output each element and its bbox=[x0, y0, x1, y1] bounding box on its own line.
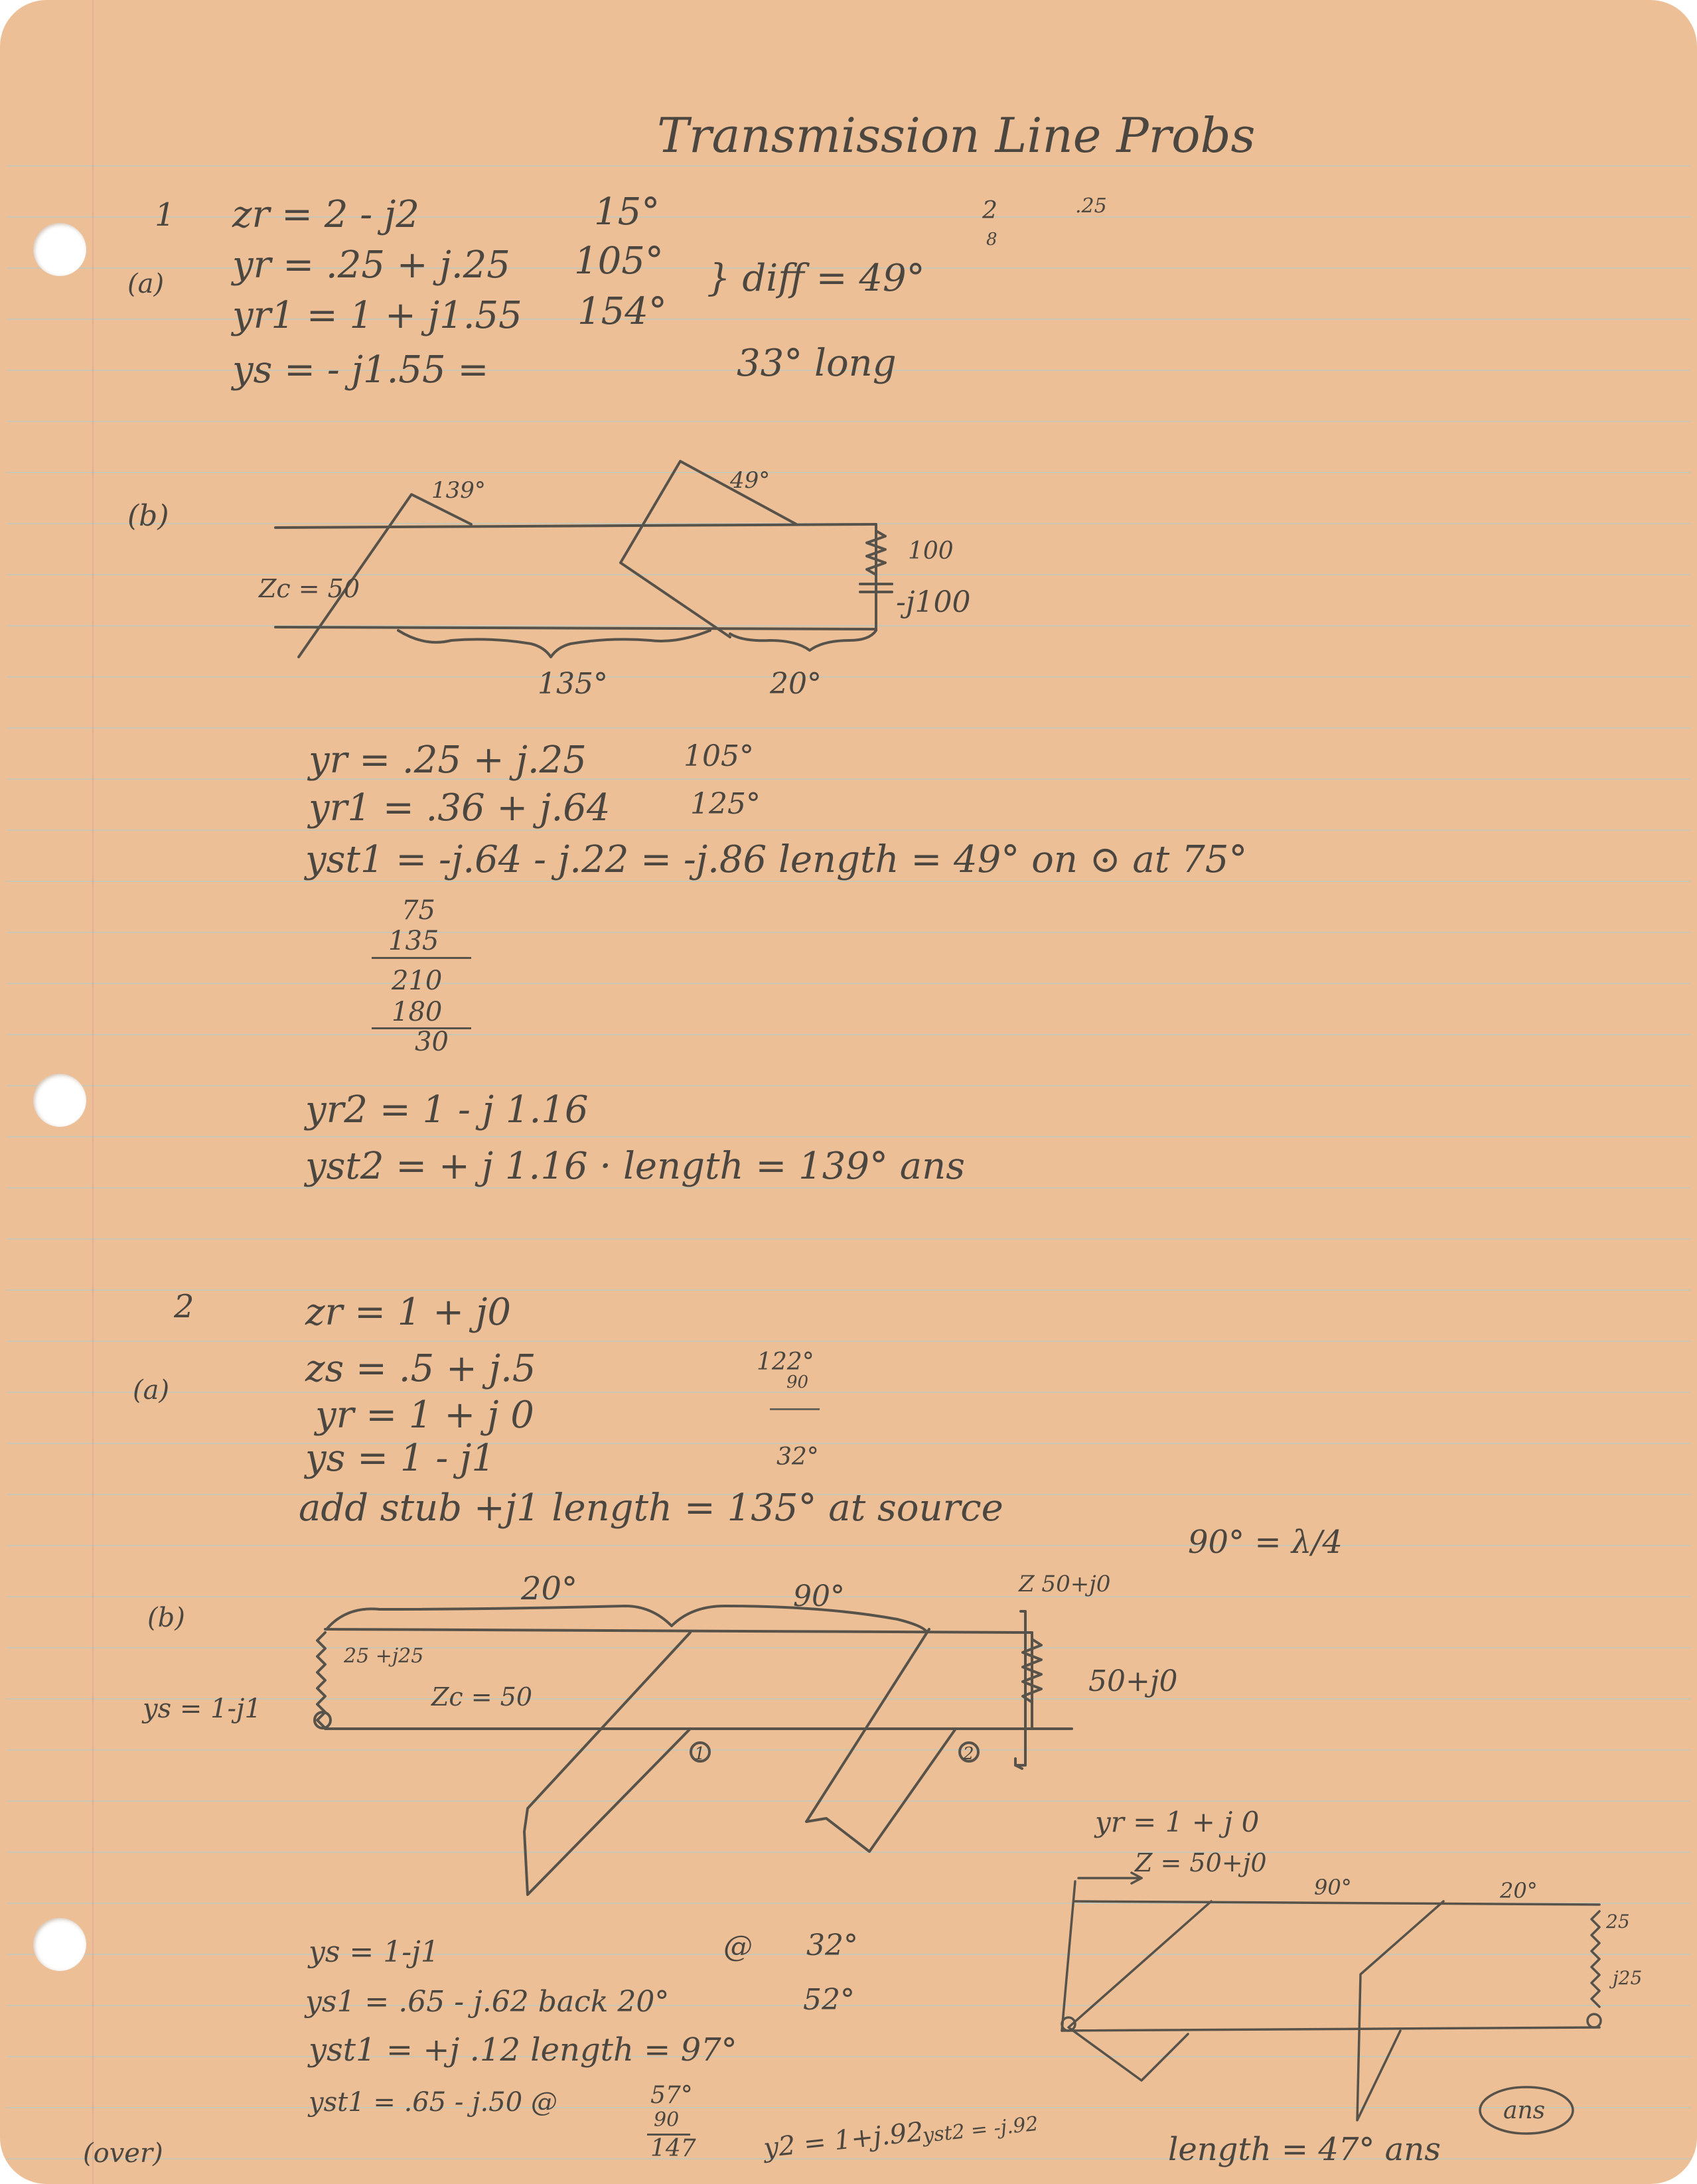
p2-line5: add stub +j1 length = 135° at source bbox=[299, 1487, 1003, 1530]
calc-rule-1 bbox=[372, 957, 471, 959]
page-title: Transmission Line Probs bbox=[657, 108, 1256, 163]
p1-yst2-line: yst2 = + j 1.16 · length = 139° ans bbox=[305, 1145, 965, 1188]
p1-line1: zr = 2 - j2 bbox=[232, 193, 419, 236]
quarter-wave-note: 90° = λ/4 bbox=[1188, 1524, 1343, 1561]
ans-z: Z = 50+j0 bbox=[1135, 1848, 1267, 1877]
p2-b2-angle: 52° bbox=[803, 1983, 855, 2017]
p2-zc: Zc = 50 bbox=[431, 1682, 533, 1711]
p1-part-b: (b) bbox=[127, 499, 169, 533]
p2-line3: yr = 1 + j 0 bbox=[315, 1394, 534, 1437]
ans-j25: j25 bbox=[1613, 1967, 1643, 1989]
p2-line2-rule bbox=[770, 1408, 820, 1410]
binder-hole-top bbox=[33, 223, 86, 276]
p1-line2: yr = .25 + j.25 bbox=[232, 244, 510, 287]
ans-25: 25 bbox=[1606, 1911, 1630, 1932]
p2-b4-147: 147 bbox=[650, 2135, 696, 2162]
p2-line4: ys = 1 - j1 bbox=[305, 1437, 496, 1480]
p1-mid-line1-angle: 105° bbox=[684, 739, 754, 773]
p2-b6: yst2 = -j.92 bbox=[921, 2112, 1040, 2148]
p2-line2-sub: 90 bbox=[786, 1372, 809, 1392]
calc-1: 75 bbox=[402, 895, 435, 926]
p1-line4: ys = - j1.55 = bbox=[232, 348, 489, 392]
p2-b1-angle: 32° bbox=[806, 1929, 858, 1962]
calc-2: 135 bbox=[388, 926, 439, 956]
p1-angle-139: 139° bbox=[431, 477, 486, 504]
corner-fraction-den: 8 bbox=[986, 230, 997, 250]
p1-line2-angle: 105° bbox=[574, 240, 664, 283]
p1-part-a: (a) bbox=[127, 269, 165, 299]
p2-z-label: Z 50+j0 bbox=[1019, 1571, 1111, 1597]
ans-20: 20° bbox=[1500, 1878, 1538, 1903]
p2-ys-side: ys = 1-j1 bbox=[143, 1694, 261, 1724]
corner-note: .25 bbox=[1075, 194, 1107, 218]
p1-capacitance: -j100 bbox=[896, 585, 971, 619]
p1-len-135: 135° bbox=[538, 667, 608, 701]
over-note: (over) bbox=[83, 2138, 163, 2169]
p2-line2-angle: 122° bbox=[757, 1348, 814, 1376]
p1-diff: } diff = 49° bbox=[707, 257, 925, 300]
p2-stub2-num: 2 bbox=[963, 1744, 974, 1764]
p2-b2: ys1 = .65 - j.62 back 20° bbox=[305, 1985, 670, 2019]
p1-line1-angle: 15° bbox=[594, 190, 660, 234]
p1-mid-line2-angle: 125° bbox=[690, 787, 761, 821]
calc-5: 30 bbox=[415, 1027, 449, 1057]
p2-stub1-num: 1 bbox=[694, 1744, 705, 1764]
binder-hole-middle bbox=[33, 1074, 86, 1127]
p1-angle-49: 49° bbox=[730, 467, 771, 494]
ans-circle-label: ans bbox=[1503, 2097, 1546, 2124]
ans-y: yr = 1 + j 0 bbox=[1095, 1806, 1260, 1838]
p2-b1-at: @ bbox=[723, 1930, 753, 1964]
calc-3: 210 bbox=[392, 966, 443, 996]
p1-mid-line2: yr1 = .36 + j.64 bbox=[309, 786, 611, 830]
p2-part-a: (a) bbox=[133, 1375, 170, 1406]
p2-part-b: (b) bbox=[147, 1603, 185, 1633]
p2-b3: yst1 = +j .12 length = 97° bbox=[309, 2031, 737, 2069]
problem-1-label: 1 bbox=[155, 196, 175, 234]
binder-hole-bottom bbox=[33, 1918, 86, 1971]
p1-zc: Zc = 50 bbox=[259, 574, 360, 603]
p2-len-90: 90° bbox=[793, 1579, 845, 1613]
p2-b5: y2 = 1+j.92 bbox=[762, 2116, 925, 2164]
corner-fraction-num: 2 bbox=[982, 197, 997, 224]
p1-mid-line3: yst1 = -j.64 - j.22 = -j.86 length = 49° on ⊙ at 75° bbox=[305, 838, 1248, 881]
p1-line3-angle: 154° bbox=[577, 290, 667, 333]
problem-2-label: 2 bbox=[174, 1288, 194, 1325]
p1-resistance: 100 bbox=[908, 538, 954, 565]
p1-yr2-line: yr2 = 1 - j 1.16 bbox=[305, 1088, 589, 1131]
p2-line4-angle: 32° bbox=[776, 1443, 819, 1471]
p1-mid-line1: yr = .25 + j.25 bbox=[309, 739, 587, 782]
p2-source-z: 25 +j25 bbox=[344, 1644, 424, 1668]
p2-load-z: 50+j0 bbox=[1088, 1664, 1178, 1698]
ans-90: 90° bbox=[1314, 1875, 1352, 1900]
p2-b4-90: 90 bbox=[654, 2108, 680, 2132]
p2-line1: zr = 1 + j0 bbox=[305, 1291, 511, 1334]
p2-b4: yst1 = .65 - j.50 @ bbox=[309, 2087, 557, 2118]
calc-4: 180 bbox=[392, 997, 443, 1027]
p2-b1: ys = 1-j1 bbox=[309, 1935, 439, 1969]
p2-length-answer: length = 47° ans bbox=[1168, 2131, 1441, 2168]
p2-len-20: 20° bbox=[521, 1570, 578, 1607]
p2-b4-angle: 57° bbox=[650, 2082, 693, 2109]
p1-line3: yr1 = 1 + j1.55 bbox=[232, 294, 522, 337]
p1-line4-result: 33° long bbox=[737, 342, 897, 385]
p2-line2: zs = .5 + j.5 bbox=[305, 1347, 536, 1390]
p1-len-20: 20° bbox=[770, 667, 822, 701]
